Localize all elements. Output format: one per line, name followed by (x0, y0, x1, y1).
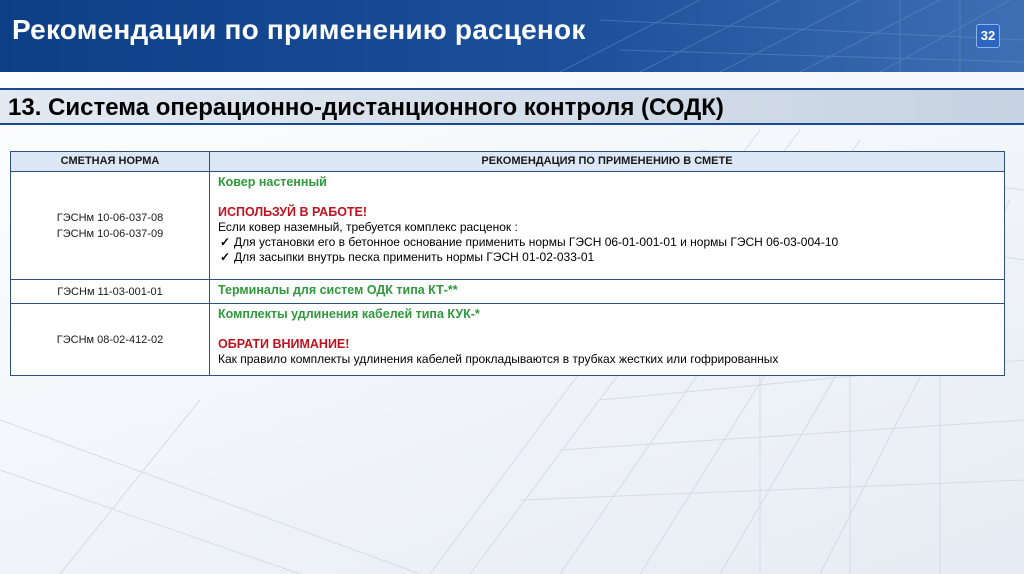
table-row (11, 172, 1005, 280)
item-title: Комплекты удлинения кабелей типа КУК-* (218, 307, 480, 321)
list-item-text: Для засыпки внутрь песка применить нормы ГЭСН 01-02-033-01 (234, 250, 595, 264)
norm-code: ГЭСНм 10-06-037-08 (56, 211, 164, 224)
recommendation-cell (210, 304, 1005, 376)
table-header-row (11, 152, 1005, 172)
table-row (11, 304, 1005, 376)
slide-header (0, 0, 1024, 72)
norm-code: ГЭСНм 10-06-037-09 (56, 227, 164, 240)
section-heading-bar (0, 88, 1024, 125)
slide-title: Рекомендации по применению расценок (12, 14, 586, 45)
recommendation-cell (210, 172, 1005, 280)
norm-cell (11, 172, 210, 280)
page-number-badge: 32 (976, 24, 1000, 48)
norm-cell (11, 304, 210, 376)
column-header-recommendation: РЕКОМЕНДАЦИЯ ПО ПРИМЕНЕНИЮ В СМЕТЕ (210, 152, 1005, 172)
check-mark-icon: ✓ (220, 250, 231, 264)
recommendation-cell (210, 280, 1005, 304)
item-title: Терминалы для систем ОДК типа КТ-** (218, 283, 458, 297)
item-title: Ковер настенный (218, 175, 327, 189)
list-item (218, 235, 996, 250)
norm-code: ГЭСНм 11-03-001-01 (57, 285, 163, 298)
recommendation-text: Если ковер наземный, требуется комплекс расценок : (218, 220, 518, 234)
check-mark-icon: ✓ (220, 235, 231, 249)
list-item (218, 250, 996, 265)
table-row (11, 280, 1005, 304)
column-header-norm: СМЕТНАЯ НОРМА (11, 152, 210, 172)
recommendation-text: Как правило комплекты удлинения кабелей прокладываются в трубках жестких или гофрированных (218, 352, 779, 366)
norm-code: ГЭСНм 08-02-412-02 (56, 333, 164, 346)
norm-cell (11, 280, 210, 304)
rates-table (10, 151, 1005, 376)
warning-label: ИСПОЛЬЗУЙ В РАБОТЕ! (218, 205, 368, 219)
warning-label: ОБРАТИ ВНИМАНИЕ! (218, 337, 350, 351)
list-item-text: Для установки его в бетонное основание применить нормы ГЭСН 06-01-001-01 и нормы ГЭСН 06-03-004-10 (234, 235, 839, 249)
section-title: 13. Система операционно-дистанционного контроля (СОДК) (8, 94, 724, 121)
